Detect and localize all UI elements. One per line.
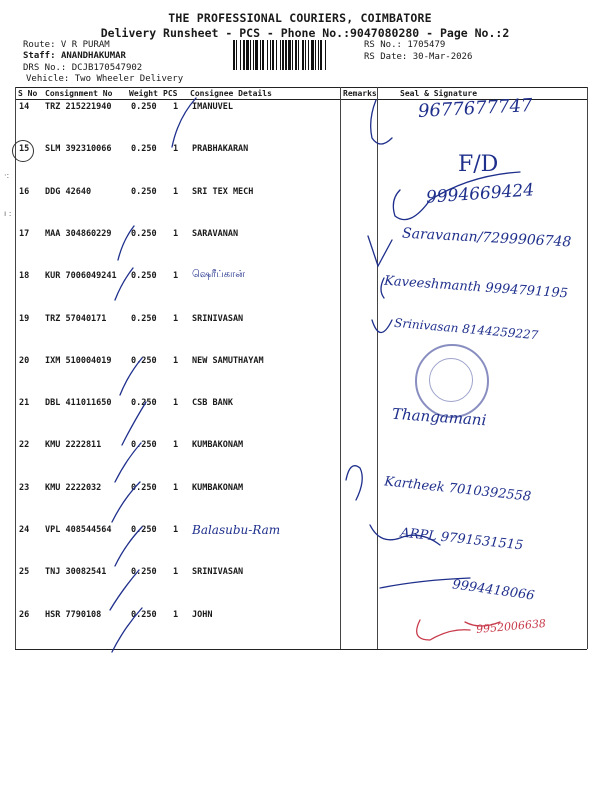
table-top-rule (15, 87, 587, 88)
margin-mark: ·: (4, 171, 10, 180)
row-consignee: SRI TEX MECH (192, 186, 254, 197)
row-consignment-no: SLM 392310066 (45, 144, 112, 155)
row-sno: 18 (19, 271, 30, 282)
col-header-consignment: Consignment No (45, 89, 113, 98)
col-header-weight: Weight (129, 89, 158, 98)
barcode-bar (325, 40, 326, 70)
row-pcs: 1 (173, 525, 179, 535)
barcode-bar (255, 40, 258, 70)
company-title: THE PROFESSIONAL COURIERS, COIMBATORE (168, 11, 432, 25)
barcode-bar (302, 40, 304, 70)
signature-row-21: Thangamani (391, 404, 487, 430)
barcode-bar (276, 40, 277, 70)
row-consignee: ஷெரீப்கான் (192, 269, 245, 281)
row-weight: 0.250 (131, 398, 157, 409)
staff-label: Staff: (23, 51, 56, 61)
col-header-pcs: PCS (163, 89, 178, 98)
row-consignee: SRINIVASAN (192, 567, 244, 578)
row-consignee: IMANUVEL (192, 102, 233, 112)
barcode-bar (240, 40, 241, 70)
barcode-bar (262, 40, 264, 70)
rs-number: RS No.: 1705479 (364, 40, 446, 50)
row-consignment-no: KMU 2222811 (45, 440, 102, 451)
signature-row-16: 9994669424 (425, 180, 535, 208)
signature-row-24: ARPL 9791531515 (399, 525, 524, 554)
barcode-bar (282, 40, 284, 70)
signature-row-23: Kartheek 7010392558 (383, 474, 532, 505)
barcode-bar (318, 40, 319, 70)
row-weight: 0.250 (131, 440, 157, 451)
row-sno: 19 (19, 313, 30, 324)
row-consignee: CSB BANK (192, 398, 233, 409)
barcode-bar (298, 40, 299, 70)
row-consignee: JOHN (192, 609, 213, 620)
row-pcs: 1 (173, 102, 179, 112)
row-consignment-no: TRZ 215221940 (45, 102, 112, 112)
row-consignment-no: DDG 42640 (45, 186, 92, 197)
col-header-remarks: Remarks (343, 89, 377, 98)
row-15-circle-mark (12, 140, 34, 162)
barcode-bar (260, 40, 261, 70)
barcode-bar (280, 40, 281, 70)
row-sno: 22 (19, 440, 30, 451)
row-pcs: 1 (173, 355, 179, 366)
row-consignee: KUMBAKONAM (192, 440, 244, 451)
signature-row-14: 9677677747 (417, 95, 534, 122)
barcode-bar (253, 40, 254, 70)
barcode-bar (233, 40, 235, 70)
row-consignee: KUMBAKONAM (192, 482, 244, 493)
row-consignment-no: KMU 2222032 (45, 482, 102, 493)
barcode-bar (246, 40, 249, 70)
row-consignment-no: TNJ 30082541 (45, 567, 107, 578)
row-sno: 26 (19, 609, 30, 620)
row-weight: 0.250 (131, 609, 157, 620)
row-consignment-no: TRZ 57040171 (45, 313, 107, 324)
row-weight: 0.250 (131, 102, 157, 112)
row-pcs: 1 (173, 186, 179, 197)
table-row (0, 398, 600, 440)
row-sno: 23 (19, 482, 30, 493)
signature-row-18: Kaveeshmanth 9994791195 (383, 273, 569, 302)
row-consignment-no: IXM 510004019 (45, 355, 112, 366)
barcode-bar (267, 40, 268, 70)
barcode-image (233, 40, 361, 70)
barcode-bar (236, 40, 237, 70)
signature-row-25: 9994418066 (451, 577, 536, 604)
row-sno: 21 (19, 398, 30, 409)
table-row (0, 144, 600, 186)
signature-row-19: Srinivasan 8144259227 (393, 315, 539, 343)
barcode-bar (308, 40, 309, 70)
row-consignee: SRINIVASAN (192, 313, 244, 324)
row-sno: 16 (19, 186, 30, 197)
row-consignment-no: DBL 411011650 (45, 398, 112, 409)
barcode-bar (311, 40, 314, 70)
col-header-seal: Seal & Signature (400, 89, 478, 98)
row-pcs: 1 (173, 440, 179, 451)
col-header-consignee: Consignee Details (190, 89, 272, 98)
table-row (0, 440, 600, 482)
margin-mark: ı : (4, 209, 12, 218)
row-sno: 15 (19, 144, 30, 155)
row-consignment-no: MAA 304860229 (45, 228, 112, 239)
signature-row-26: 9952006638 (475, 616, 547, 637)
runsheet-subtitle: Delivery Runsheet - PCS - Phone No.:9047080280 - Page No.:2 (100, 26, 510, 40)
row-pcs: 1 (173, 609, 179, 620)
barcode-bar (243, 40, 245, 70)
row-weight: 0.250 (131, 228, 157, 239)
row-weight: 0.250 (131, 355, 157, 366)
barcode-bar (270, 40, 271, 70)
seal-inner-ring (429, 358, 473, 402)
staff-name: ANANDHAKUMAR (60, 51, 126, 61)
barcode-bar (315, 40, 316, 70)
row-consignee: NEW SAMUTHAYAM (192, 355, 264, 366)
staff-line (23, 51, 126, 62)
rs-date: RS Date: 30-Mar-2026 (364, 52, 473, 62)
row-weight: 0.250 (131, 144, 157, 155)
row-weight: 0.250 (131, 525, 157, 535)
row-consignment-no: VPL 408544564 (45, 525, 112, 535)
barcode-bar (292, 40, 293, 70)
row-consignment-no: HSR 7790108 (45, 609, 102, 620)
row-weight: 0.250 (131, 186, 157, 197)
row-pcs: 1 (173, 144, 179, 155)
row-weight: 0.250 (131, 482, 157, 493)
row-pcs: 1 (173, 482, 179, 493)
barcode-bar (285, 40, 287, 70)
row-pcs: 1 (173, 271, 179, 282)
row-sno: 25 (19, 567, 30, 578)
barcode-bar (295, 40, 297, 70)
col-header-sno: S No (18, 89, 38, 98)
vehicle-label: Vehicle: Two Wheeler Delivery (26, 74, 184, 84)
row-sno: 20 (19, 355, 30, 366)
row-pcs: 1 (173, 313, 179, 324)
signature-row-15: F/D (458, 152, 499, 177)
row-pcs: 1 (173, 567, 179, 578)
table-row (0, 356, 600, 398)
row-pcs: 1 (173, 398, 179, 409)
signature-row-17: Saravanan/7299906748 (401, 225, 572, 251)
drs-number: DRS No.: DCJB170547902 (23, 63, 143, 73)
row-pcs: 1 (173, 228, 179, 239)
row-weight: 0.250 (131, 313, 157, 324)
row-sno: 24 (19, 525, 30, 535)
row-consignee: PRABHAKARAN (192, 144, 249, 155)
row-sno: 17 (19, 228, 30, 239)
barcode-bar (305, 40, 306, 70)
row-weight: 0.250 (131, 567, 157, 578)
barcode-bar (288, 40, 291, 70)
barcode-bar (272, 40, 274, 70)
row-consignee: SARAVANAN (192, 228, 239, 239)
row-sno: 14 (19, 102, 30, 112)
barcode-bar (250, 40, 251, 70)
row-consignment-no: KUR 7006049241 (45, 271, 117, 282)
route-label: Route: V R PURAM (23, 40, 110, 50)
row-consignee: Balasubu-Ram (192, 523, 281, 537)
row-weight: 0.250 (131, 271, 157, 282)
barcode-bar (320, 40, 322, 70)
